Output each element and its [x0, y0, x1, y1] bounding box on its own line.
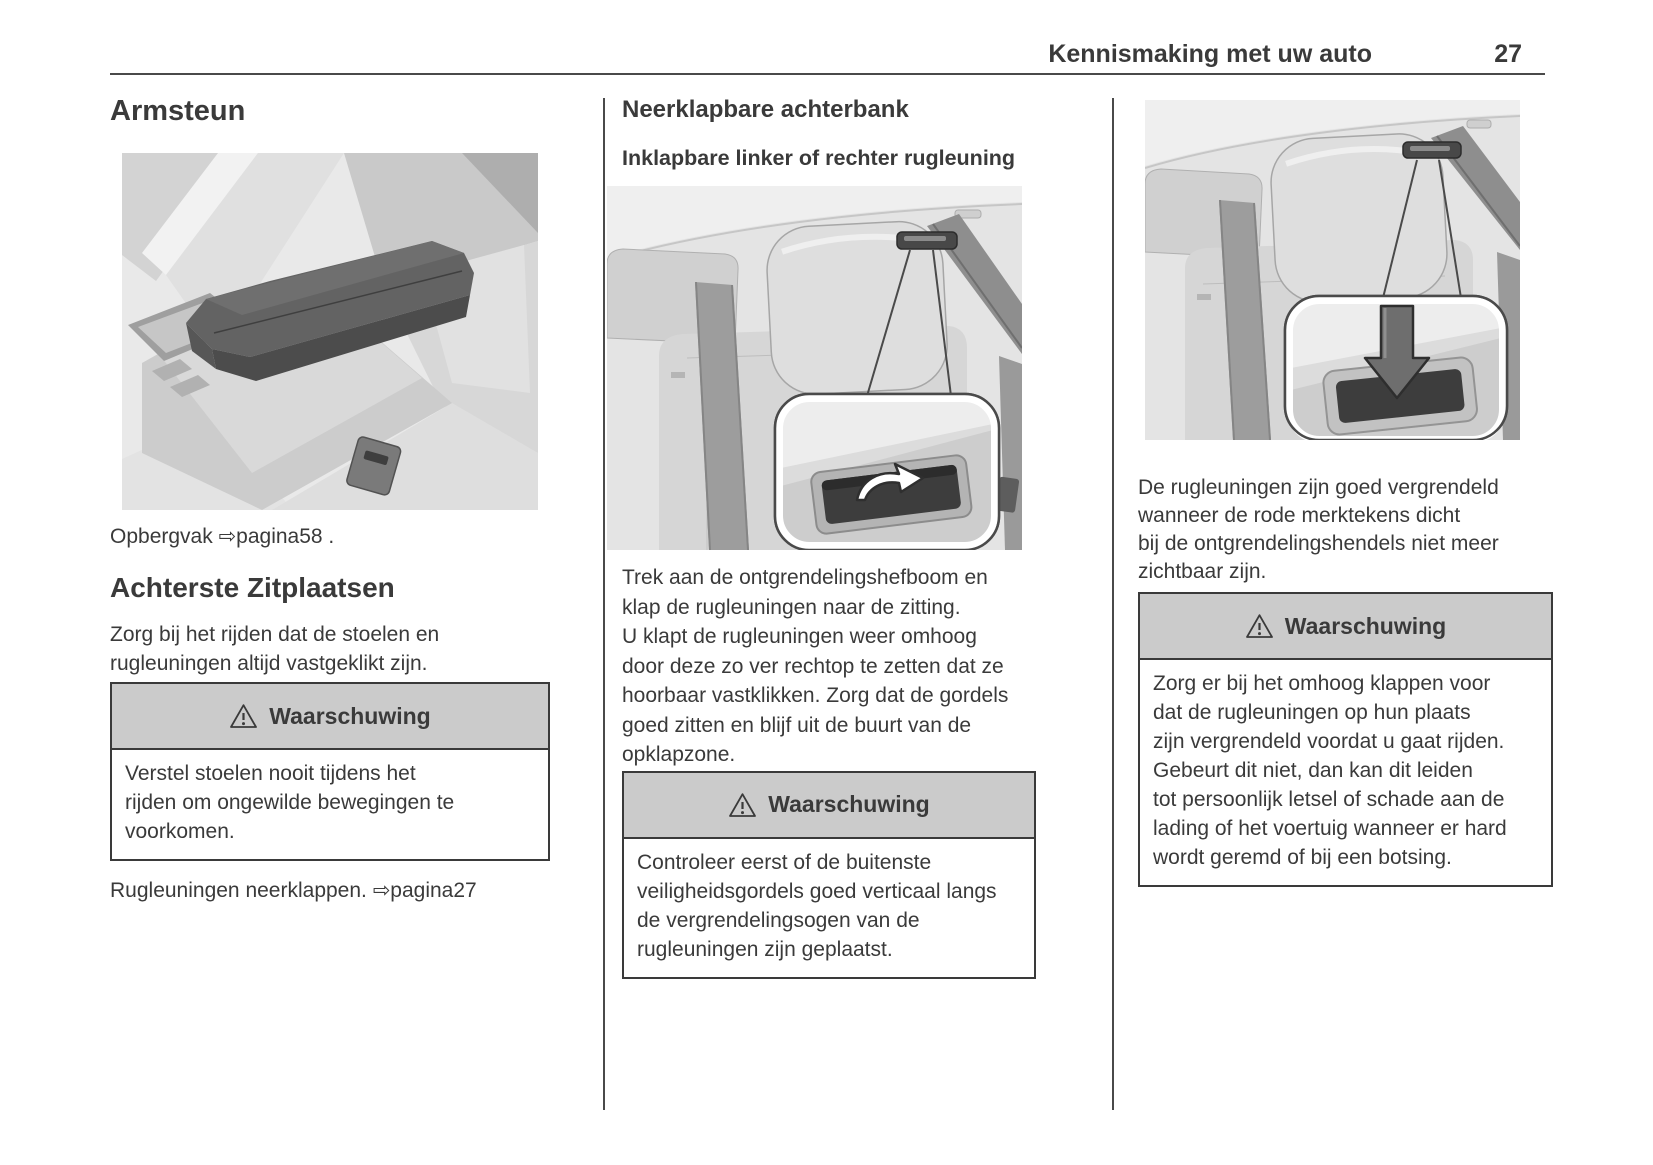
section-heading-armsteun: Armsteun	[110, 95, 246, 127]
warning-box-header	[624, 773, 1034, 839]
warning-icon	[1245, 613, 1274, 639]
warning-title: Waarschuwing	[1284, 612, 1447, 639]
section-heading-neerklapbare-achterbank: Neerklapbare achterbank	[622, 96, 909, 123]
left-column	[110, 88, 550, 925]
warning-icon	[728, 792, 757, 818]
text-line: de vergrendelingsogen van de	[637, 908, 920, 932]
warning-box-body	[624, 839, 1034, 977]
text-line: veiligheidsgordels goed verticaal langs	[637, 879, 997, 903]
text-line: hoorbaar vastklikken. Zorg dat de gordels	[622, 684, 1009, 707]
warning-box-header	[112, 684, 548, 750]
text-line: zichtbaar zijn.	[1138, 560, 1267, 583]
text-line: tot persoonlijk letsel of schade aan de	[1153, 788, 1505, 811]
warning-icon	[229, 703, 258, 729]
text-line: Verstel stoelen nooit tijdens het	[125, 762, 416, 785]
callout-inset	[1285, 296, 1507, 440]
text-line: zijn vergrendeld voordat u gaat rijden.	[1153, 730, 1505, 753]
warning-box-header	[1140, 594, 1551, 660]
text-line: wordt geremd of bij een botsing.	[1153, 846, 1452, 869]
text-line: Zorg er bij het omhoog klappen voor	[1153, 672, 1491, 695]
text-line: Gebeurt dit niet, dan kan dit leiden	[1153, 759, 1473, 782]
text-line: U klapt de rugleuningen weer omhoog	[622, 625, 977, 648]
section-heading-achterste-zitplaatsen: Achterste Zitplaatsen	[110, 572, 395, 603]
text-line: door deze zo ver rechtop te zetten dat ze	[622, 654, 1004, 678]
warning-box	[1138, 592, 1553, 887]
text-line: Zorg bij het rijden dat de stoelen en	[110, 623, 440, 646]
intro-paragraph	[110, 620, 550, 678]
text-line: De rugleuningen zijn goed vergrendeld	[1138, 476, 1499, 499]
column-divider-1	[603, 98, 605, 1110]
middle-column	[622, 88, 1036, 979]
warning-box	[110, 682, 550, 861]
column-divider-2	[1112, 98, 1114, 1110]
text-line: Trek aan de ontgrendelingshefboom en	[622, 566, 988, 589]
storage-cross-reference: Opbergvak ⇨pagina58 .	[110, 525, 335, 548]
text-line: Controleer eerst of de buitenste	[637, 850, 932, 874]
warning-box-body	[112, 750, 548, 859]
text-line: goed zitten en blijf uit de buurt van de	[622, 713, 972, 737]
release-lever	[1403, 142, 1461, 158]
warning-box-body	[1140, 660, 1551, 885]
text-line: rugleuningen altijd vastgeklikt zijn.	[110, 652, 428, 675]
page-number: 27	[1494, 40, 1522, 68]
backrest-release-lever-illustration	[607, 186, 1022, 550]
release-lever	[897, 232, 957, 249]
warning-title: Waarschuwing	[269, 702, 431, 729]
warning-box	[622, 771, 1036, 979]
text-line: lading of het voertuig wanneer er hard	[1153, 817, 1507, 840]
right-column	[1138, 88, 1553, 887]
callout-inset	[775, 394, 999, 550]
text-line: voorkomen.	[125, 820, 235, 843]
warning-title: Waarschuwing	[768, 791, 930, 817]
header-rule	[110, 73, 1545, 75]
text-line: wanneer de rode merktekens dicht	[1138, 504, 1461, 527]
body-paragraph	[622, 563, 1036, 770]
text-line: klap de rugleuningen naar de zitting.	[622, 595, 961, 619]
subsection-heading-inklapbare-rugleuning: Inklapbare linker of rechter rugleuning	[622, 146, 1016, 170]
text-line: dat de rugleuningen op hun plaats	[1153, 701, 1471, 724]
text-line: rugleuningen zijn geplaatst.	[637, 937, 893, 961]
text-line: bij de ontgrendelingshendels niet meer	[1138, 532, 1499, 555]
armrest-illustration	[122, 153, 538, 510]
text-line: rijden om ongewilde bewegingen te	[125, 791, 455, 814]
backrest-lock-illustration	[1145, 100, 1520, 440]
page-header-title: Kennismaking met uw auto	[1048, 40, 1372, 68]
body-paragraph	[1138, 474, 1553, 586]
text-line: opklapzone.	[622, 743, 736, 766]
fold-backrest-cross-reference: Rugleuningen neerklappen. ⇨pagina27	[110, 879, 477, 902]
